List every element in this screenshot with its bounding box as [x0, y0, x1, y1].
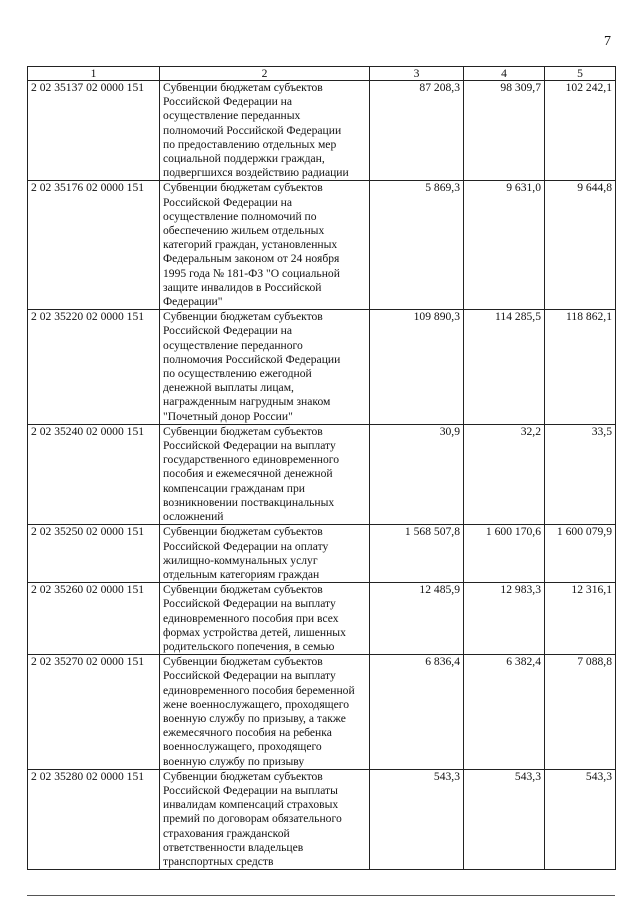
description-line: жене военнослужащего, проходящего [163, 697, 349, 711]
table-row [28, 769, 616, 869]
table-header-row [28, 67, 616, 81]
description-line: Субвенции бюджетам субъектов [163, 181, 323, 195]
amount-cell-col3: 1 568 507,8 [370, 525, 464, 583]
amount-cell-col5: 543,3 [545, 769, 616, 869]
description-line: возникновении поствакцинальных [163, 495, 335, 509]
amount-cell-col5: 12 316,1 [545, 583, 616, 655]
description-cell [160, 655, 370, 770]
table-body [28, 81, 616, 870]
description-cell [160, 310, 370, 425]
budget-code-cell: 2 02 35220 02 0000 151 [28, 310, 160, 425]
description-line: по предоставлению отдельных мер [163, 137, 337, 151]
table-row [28, 310, 616, 425]
table-row [28, 655, 616, 770]
description-line: единовременного пособия при всех [163, 611, 339, 625]
description-cell [160, 583, 370, 655]
amount-cell-col3: 12 485,9 [370, 583, 464, 655]
description-line: формах устройства детей, лишенных [163, 625, 346, 639]
description-line: премий по договорам обязательного [163, 812, 342, 826]
description-line: Субвенции бюджетам субъектов [163, 583, 323, 597]
column-header-3: 3 [370, 67, 464, 81]
table-row [28, 181, 616, 310]
description-line: единовременного пособия беременной [163, 683, 355, 697]
description-cell [160, 81, 370, 181]
description-line: транспортных средств [163, 854, 274, 868]
description-line: денежной выплаты лицам, [163, 381, 294, 395]
table-row [28, 525, 616, 583]
amount-cell-col3: 543,3 [370, 769, 464, 869]
description-line: осуществление переданного [163, 338, 303, 352]
description-line: Российской Федерации на выплату [163, 439, 336, 453]
description-line: ответственности владельцев [163, 840, 304, 854]
description-line: награжденным нагрудным знаком [163, 395, 331, 409]
amount-cell-col4: 6 382,4 [464, 655, 545, 770]
description-line: 1995 года № 181-ФЗ "О социальной [163, 266, 340, 280]
description-line: жилищно-коммунальных услуг [163, 553, 318, 567]
column-header-5: 5 [545, 67, 616, 81]
budget-code-cell: 2 02 35260 02 0000 151 [28, 583, 160, 655]
amount-cell-col5: 1 600 079,9 [545, 525, 616, 583]
description-line: категорий граждан, установленных [163, 238, 338, 252]
description-line: Российской Федерации на [163, 195, 293, 209]
budget-table [27, 66, 616, 870]
description-cell [160, 525, 370, 583]
description-line: Субвенции бюджетам субъектов [163, 655, 323, 669]
budget-code-cell: 2 02 35240 02 0000 151 [28, 424, 160, 524]
amount-cell-col4: 12 983,3 [464, 583, 545, 655]
description-line: военнослужащего, проходящего [163, 740, 322, 754]
amount-cell-col4: 1 600 170,6 [464, 525, 545, 583]
column-header-2: 2 [160, 67, 370, 81]
description-line: военную службу по призыву, а также [163, 711, 346, 725]
description-line: полномочий Российской Федерации [163, 123, 342, 137]
description-line: Российской Федерации на оплату [163, 539, 329, 553]
description-line: военную службу по призыву [163, 754, 305, 768]
amount-cell-col4: 32,2 [464, 424, 545, 524]
amount-cell-col4: 98 309,7 [464, 81, 545, 181]
column-header-4: 4 [464, 67, 545, 81]
description-line: обеспечению жильем отдельных [163, 224, 325, 238]
table-row [28, 424, 616, 524]
description-line: полномочия Российской Федерации [163, 352, 341, 366]
description-line: Российской Федерации на выплату [163, 669, 336, 683]
column-header-1: 1 [28, 67, 160, 81]
amount-cell-col4: 114 285,5 [464, 310, 545, 425]
description-line: подвергшихся воздействию радиации [163, 166, 349, 180]
amount-cell-col5: 7 088,8 [545, 655, 616, 770]
amount-cell-col5: 102 242,1 [545, 81, 616, 181]
amount-cell-col3: 30,9 [370, 424, 464, 524]
table-row [28, 583, 616, 655]
description-line: Субвенции бюджетам субъектов [163, 81, 323, 94]
amount-cell-col3: 109 890,3 [370, 310, 464, 425]
description-line: Субвенции бюджетам субъектов [163, 424, 323, 438]
description-line: родительского попечения, в семью [163, 639, 335, 653]
description-line: отдельным категориям граждан [163, 567, 320, 581]
footer-rule [27, 895, 615, 896]
description-line: компенсации гражданам при [163, 481, 306, 495]
description-line: Федеральным законом от 24 ноября [163, 252, 340, 266]
description-cell [160, 424, 370, 524]
description-line: осуществление полномочий по [163, 209, 317, 223]
description-line: Российской Федерации на выплату [163, 597, 336, 611]
description-line: по осуществлению ежегодной [163, 367, 312, 381]
description-line: инвалидам компенсаций страховых [163, 798, 339, 812]
description-cell [160, 769, 370, 869]
amount-cell-col5: 118 862,1 [545, 310, 616, 425]
description-line: пособия и ежемесячной денежной [163, 467, 333, 481]
description-line: Российской Федерации на [163, 324, 293, 338]
amount-cell-col4: 543,3 [464, 769, 545, 869]
description-line: страхования гражданской [163, 826, 290, 840]
amount-cell-col5: 9 644,8 [545, 181, 616, 310]
budget-code-cell: 2 02 35280 02 0000 151 [28, 769, 160, 869]
description-line: "Почетный донор России" [163, 409, 293, 423]
description-line: осуществление переданных [163, 109, 301, 123]
description-line: Российской Федерации на выплаты [163, 783, 338, 797]
description-line: Субвенции бюджетам субъектов [163, 769, 323, 783]
description-cell [160, 181, 370, 310]
amount-cell-col3: 5 869,3 [370, 181, 464, 310]
amount-cell-col5: 33,5 [545, 424, 616, 524]
description-line: государственного единовременного [163, 453, 340, 467]
budget-code-cell: 2 02 35270 02 0000 151 [28, 655, 160, 770]
table-row [28, 81, 616, 181]
amount-cell-col3: 87 208,3 [370, 81, 464, 181]
description-line: ежемесячного пособия на ребенка [163, 726, 332, 740]
description-line: защите инвалидов в Российской [163, 280, 322, 294]
budget-code-cell: 2 02 35176 02 0000 151 [28, 181, 160, 310]
amount-cell-col4: 9 631,0 [464, 181, 545, 310]
budget-code-cell: 2 02 35250 02 0000 151 [28, 525, 160, 583]
description-line: Субвенции бюджетам субъектов [163, 310, 323, 324]
page-number: 7 [604, 34, 611, 49]
description-line: осложнений [163, 510, 224, 524]
description-line: Федерации" [163, 295, 223, 309]
budget-code-cell: 2 02 35137 02 0000 151 [28, 81, 160, 181]
description-line: Субвенции бюджетам субъектов [163, 525, 323, 539]
description-line: Российской Федерации на [163, 95, 293, 109]
amount-cell-col3: 6 836,4 [370, 655, 464, 770]
description-line: социальной поддержки граждан, [163, 152, 325, 166]
